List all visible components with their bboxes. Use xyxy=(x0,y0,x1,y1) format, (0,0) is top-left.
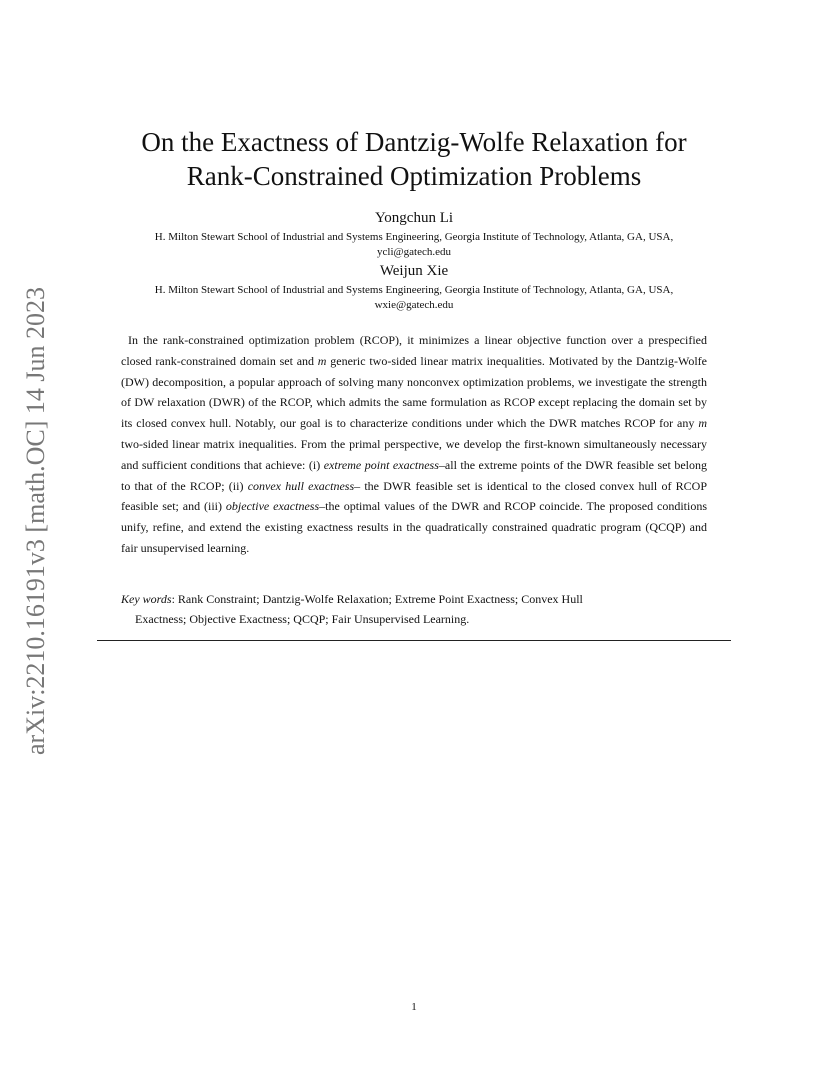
affiliation-text: H. Milton Stewart School of Industrial and Systems Engineering, Georgia Institute of Technology, Atlanta, GA, USA, xyxy=(154,231,674,243)
keywords-label: Key words xyxy=(121,592,172,606)
abstract xyxy=(121,330,707,559)
paper-title xyxy=(97,125,731,193)
abstract-text: In the rank-constrained optimization problem (RCOP), it minimizes a linear objective function over a prespecified closed rank-constrained domain set and xyxy=(121,333,707,368)
keywords-line-2: Exactness; Objective Exactness; QCQP; Fair Unsupervised Learning. xyxy=(135,612,470,626)
abstract-text: – the DWR feasible set is identical to the closed convex hull of RCOP feasible set; and (iii) xyxy=(121,478,708,514)
abstract-text: –all the extreme points of the DWR feasible set belong to that of the RCOP; (ii) xyxy=(121,457,707,493)
title-line-2: Rank-Constrained Optimization Problems xyxy=(186,161,642,191)
author-affiliation xyxy=(97,283,731,313)
author-name: Yongchun Li xyxy=(374,210,454,226)
author-email: ycli@gatech.edu xyxy=(377,246,451,258)
affiliation-text: H. Milton Stewart School of Industrial and Systems Engineering, Georgia Institute of Technology, Atlanta, GA, USA, xyxy=(154,284,674,296)
horizontal-rule xyxy=(97,640,731,641)
abstract-text: generic two-sided linear matrix inequalities. Motivated by the Dantzig-Wolfe (DW) decomposition, a popular approach of solving many nonconvex optimization problems, we investigate the strength of DW relaxation (DWR) of the RCOP, which admits the same formulation as RCOP except replacing the domain set by its closed convex hull. Notably, our goal is to characterize conditions under which the DWR matches RCOP for any xyxy=(121,353,707,431)
emphasized-term: convex hull exactness xyxy=(247,478,355,493)
keywords-line-1: Rank Constraint; Dantzig-Wolfe Relaxation; Extreme Point Exactness; Convex Hull xyxy=(177,592,583,606)
page-number: 1 xyxy=(411,1001,417,1013)
author-name: Weijun Xie xyxy=(379,263,449,279)
keywords: Key words: Rank Constraint; Dantzig-Wolfe Relaxation; Extreme Point Exactness; Convex Hull Exactness; Objective Exactness; QCQP; Fair Unsupervised Learning. xyxy=(121,589,707,629)
emphasized-term: extreme point exactness xyxy=(323,457,439,472)
abstract-text: two-sided linear matrix inequalities. From the primal perspective, we develop the first-known simultaneously necessary and sufficient conditions that achieve: (i) xyxy=(121,436,707,472)
math-var: m xyxy=(317,353,327,368)
abstract-text: –the optimal values of the DWR and RCOP coincide. The proposed conditions unify, refine, and extend the existing exactness results in the quadratically constrained quadratic program (QCQP) and fair unsupervised learning. xyxy=(121,499,708,555)
emphasized-term: objective exactness xyxy=(225,499,320,514)
author-email: wxie@gatech.edu xyxy=(374,299,454,311)
arxiv-watermark xyxy=(20,270,52,772)
arxiv-id: arXiv:2210.16191v3 [math.OC] 14 Jun 2023 xyxy=(21,287,50,755)
author-affiliation xyxy=(97,230,731,260)
math-var: m xyxy=(698,416,707,431)
title-line-1: On the Exactness of Dantzig-Wolfe Relaxation for xyxy=(141,127,687,157)
